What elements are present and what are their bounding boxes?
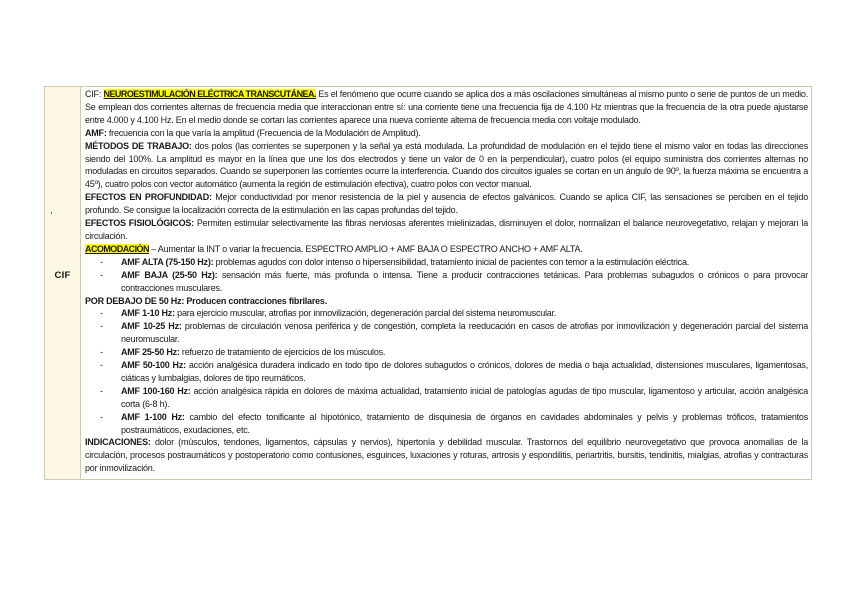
amf-label: AMF:	[85, 127, 107, 138]
amf-baja-text: sensación más fuerte, más profunda o intensa. Tiene a producir contracciones tetánicas. Para problemas subagudos o crónicos o para provocar contracciones musculares.	[121, 269, 808, 293]
metodos-paragraph	[85, 140, 808, 192]
amf-paragraph	[85, 127, 808, 140]
row-header-cell	[45, 87, 81, 479]
list-item	[121, 411, 808, 437]
efectos-profundidad-paragraph	[85, 191, 808, 217]
acomodacion-paragraph	[85, 243, 808, 256]
list-item	[121, 269, 808, 295]
list-item	[121, 320, 808, 346]
efectos-fisiologicos-paragraph	[85, 217, 808, 243]
amf-alta-label: AMF ALTA (75-150 Hz):	[121, 256, 214, 267]
efectos-fisiologicos-label: EFECTOS FISIOLÓGICOS:	[85, 218, 194, 229]
list-item	[121, 256, 808, 269]
efectos-fisiologicos-text: Permiten estimular selectivamente las fibras nerviosas aferentes mielinizadas, disminuyen el dolor, normalizan el balance neurovegetativo, relajan y mejoran la circulación.	[85, 218, 808, 241]
list-item	[121, 346, 808, 359]
amf-100-160-label: AMF 100-160 Hz:	[121, 385, 191, 396]
metodos-text: dos polos (las corrientes se superponen y la señal ya está modulada. La profundidad de modulación en el tejido tiene el mismo valor en todas las direcciones siendo del 100%. La amplitud es mayor en la línea que une los dos electrodos y tiene un valor de 0 en la perpendicular), cuatro polos (el equipo suministra dos corrientes alternas no moduladas en circuitos separados. Cuando se superponen las corrientes ocurre la interferencia. Cuando dos circuitos iguales se cortan en un ángulo de 90º, la fuerza máxima se encuentra a 45º), cuatro polos con vector automático (aumenta la región de estimulación efectiva), cuatro polos con vector manual.	[85, 140, 808, 190]
indicaciones-paragraph	[85, 436, 808, 475]
content-cell	[81, 87, 811, 479]
amf-1-10-label: AMF 1-10 Hz:	[121, 308, 175, 319]
intro-prefix: CIF:	[85, 89, 104, 99]
amf-10-25-text: problemas de circulación venosa periférica y de congestión, completa la reeducación en casos de atrofias por inmovilización y degeneración parcial del sistema neuromuscular.	[121, 321, 808, 345]
efectos-profundidad-text: Mejor conductividad por menor resistencia de la piel y ausencia de efectos galvánicos. Cuando se aplica CIF, las sensaciones se perciben en el tejido profundo. Se consigue la localización correcta de la estimulación en las capas profundas del tejido.	[85, 192, 809, 216]
amf-50-100-label: AMF 50-100 Hz:	[121, 360, 186, 371]
amf-1-100-label: AMF 1-100 Hz:	[121, 411, 185, 422]
metodos-label: MÉTODOS DE TRABAJO:	[85, 140, 192, 151]
amf-100-160-text: acción analgésica rápida en dolores de máxima actualidad, tratamiento inicial de patologías agudas de tipo muscular, ligamentoso y articular, acción analgésica corta (6-8 h).	[121, 385, 808, 409]
frecuencias-list	[85, 307, 808, 436]
technique-title: NEUROESTIMULACIÓN ELÉCTRICA TRANSCUTÁNEA.	[103, 89, 316, 99]
indicaciones-label: INDICACIONES:	[85, 437, 151, 448]
amf-alta-text: problemas agudos con dolor intenso o hipersensibilidad, tratamiento inicial de pacientes con temor a la estimulación eléctrica.	[213, 256, 690, 267]
amf-baja-label: AMF BAJA (25-50 Hz):	[121, 269, 218, 280]
list-item	[121, 385, 808, 411]
amf-25-50-label: AMF 25-50 Hz:	[121, 347, 180, 358]
acomodacion-text: – Aumentar la INT o variar la frecuencia. ESPECTRO AMPLIO + AMF BAJA O ESPECTRO ANCHO + AMF ALTA.	[148, 243, 583, 254]
amf-text: frecuencia con la que varía la amplitud (Frecuencia de la Modulación de Amplitud).	[106, 127, 421, 138]
indicaciones-text: dolor (músculos, tendones, ligamentos, cápsulas y nervios), hipertonía y debilidad muscular. Trastornos del equilibrio neurovegetativo que provoca anomalías de la circulación, procesos postraumáticos y postoperatorio como contusiones, esguinces, luxaciones y roturas, artrosis y espondilitis, periartritis, bursitis, tendinitis, mialgias, atrofias y contracturas por inmovilización.	[85, 437, 808, 474]
bajo-50-heading: POR DEBAJO DE 50 Hz: Producen contracciones fibrilares.	[85, 295, 327, 306]
acomodacion-label: ACOMODACIÓN	[85, 243, 149, 254]
row-header-label: CIF	[54, 269, 71, 281]
amf-25-50-text: refuerzo de tratamiento de ejercicios de los músculos.	[179, 347, 386, 358]
list-item	[121, 359, 808, 385]
list-item	[121, 307, 808, 320]
amf-50-100-text: acción analgésica duradera indicado en todo tipo de dolores subagudos o crónicos, dolores de media o baja actualidad, distensiones musculares, ligamentosas, ciáticas y lumbalgias, dolores de tipo reumáticos.	[121, 360, 808, 383]
acomodacion-list	[85, 256, 808, 295]
amf-1-10-text: para ejercicio muscular, atrofias por inmovilización, degeneración parcial del sistema neuromuscular.	[174, 308, 557, 319]
intro-text: Es el fenómeno que ocurre cuando se aplica dos a más oscilaciones simultáneas al mismo punto o serie de puntos de un medio. Se emplean dos corrientes alternas de frecuencia media que interaccionan entre sí: una corriente tiene una frecuencia fija de 4.100 Hz mientras que la frecuencia de la otra puede ajustarse entre 4.000 y 4.100 Hz. En el medio donde se cortan las corrientes aparece una nueva corriente alterna de frecuencia media con voltaje modulado.	[85, 89, 808, 125]
intro-paragraph	[85, 88, 808, 127]
stray-mark: ,	[50, 205, 53, 215]
efectos-profundidad-label: EFECTOS EN PROFUNDIDAD:	[85, 192, 212, 203]
amf-1-100-text: cambio del efecto tonificante al hipotónico, tratamiento de disquinesia de órganos en cavidades abdominales y pelvis y problemas tróficos, tratamientos postraumáticos, exudaciones, etc.	[121, 411, 808, 435]
amf-10-25-label: AMF 10-25 Hz:	[121, 321, 182, 332]
notes-table	[44, 86, 812, 480]
